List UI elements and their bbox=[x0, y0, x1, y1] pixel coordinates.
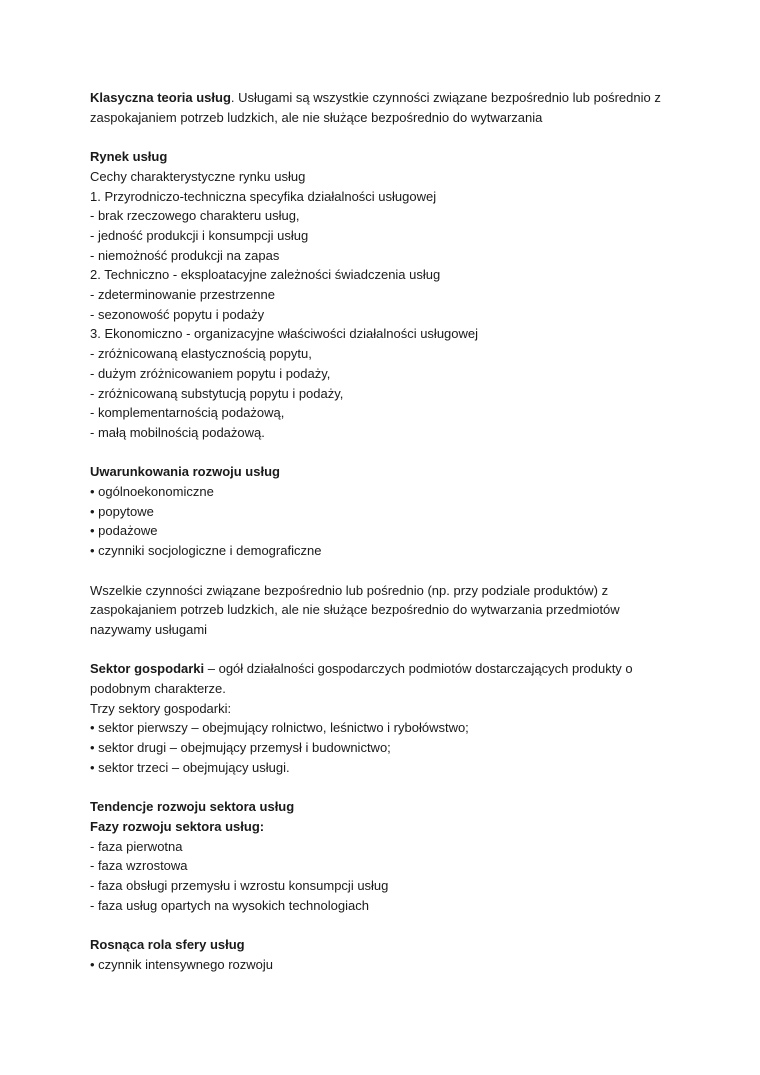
rynek-line: - zdeterminowanie przestrzenne bbox=[90, 287, 275, 303]
rynek-line: 1. Przyrodniczo-techniczna specyfika działalności usługowej bbox=[90, 188, 437, 204]
wszelkie-line: zaspokajaniem potrzeb ludzkich, ale nie służące bezpośrednio do wytwarzania przedmiotów bbox=[90, 602, 620, 618]
spacer bbox=[90, 640, 680, 660]
rynek-line: - komplementarnością podażową, bbox=[90, 405, 285, 421]
rynek-line: - jedność produkcji i konsumpcji usług bbox=[90, 227, 309, 243]
rynek-heading: Rynek usług bbox=[90, 149, 168, 165]
tendencje-subheading: Fazy rozwoju sektora usług: bbox=[90, 818, 265, 834]
spacer bbox=[90, 443, 680, 463]
spacer bbox=[90, 915, 680, 935]
tendencje-item: - faza pierwotna bbox=[90, 838, 183, 854]
uwarunkowania-heading: Uwarunkowania rozwoju usług bbox=[90, 464, 280, 480]
wszelkie-line: nazywamy usługami bbox=[90, 621, 208, 637]
rynek-line: 3. Ekonomiczno - organizacyjne właściwości działalności usługowej bbox=[90, 326, 479, 342]
uwarunkowania-item: • czynniki socjologiczne i demograficzne bbox=[90, 543, 322, 559]
rynek-line: - zróżnicowaną elastycznością popytu, bbox=[90, 346, 312, 362]
rynek-line: - brak rzeczowego charakteru usług, bbox=[90, 208, 300, 224]
sektor-heading: Sektor gospodarki bbox=[90, 661, 205, 677]
intro-paragraph-line-2: zaspokajaniem potrzeb ludzkich, ale nie służące bezpośrednio do wytwarzania bbox=[90, 109, 543, 125]
tendencje-heading: Tendencje rozwoju sektora usług bbox=[90, 799, 295, 815]
sektor-line-1-text: – ogół działalności gospodarczych podmiotów dostarczających produkty o bbox=[204, 661, 633, 677]
intro-paragraph-line-1 bbox=[90, 88, 680, 108]
intro-line-1-text: . Usługami są wszystkie czynności związane bezpośrednio lub pośrednio z bbox=[230, 90, 661, 105]
uwarunkowania-item: • popytowe bbox=[90, 503, 154, 519]
sektor-line: podobnym charakterze. bbox=[90, 681, 226, 697]
rynek-line: - dużym zróżnicowaniem popytu i podaży, bbox=[90, 365, 331, 381]
sektor-definition-line-1 bbox=[90, 659, 680, 679]
rynek-line: - niemożność produkcji na zapas bbox=[90, 247, 280, 263]
sektor-line: • sektor drugi – obejmujący przemysł i budownictwo; bbox=[90, 740, 391, 756]
rynek-line: - sezonowość popytu i podaży bbox=[90, 306, 265, 322]
rynek-line: Cechy charakterystyczne rynku usług bbox=[90, 168, 306, 184]
intro-heading: Klasyczna teoria usług bbox=[90, 90, 231, 105]
spacer bbox=[90, 561, 680, 581]
wszelkie-line: Wszelkie czynności związane bezpośrednio lub pośrednio (np. przy podziale produktów) z bbox=[90, 582, 609, 598]
uwarunkowania-item: • podażowe bbox=[90, 523, 158, 539]
sektor-line: Trzy sektory gospodarki: bbox=[90, 700, 232, 716]
uwarunkowania-item: • ogólnoekonomiczne bbox=[90, 484, 214, 500]
rynek-line: - zróżnicowaną substytucją popytu i podaży, bbox=[90, 385, 344, 401]
rynek-line: - małą mobilnością podażową. bbox=[90, 424, 265, 440]
sektor-line: • sektor trzeci – obejmujący usługi. bbox=[90, 759, 290, 775]
rosnaca-item: • czynnik intensywnego rozwoju bbox=[90, 956, 274, 972]
tendencje-item: - faza obsługi przemysłu i wzrostu konsumpcji usług bbox=[90, 878, 389, 894]
tendencje-item: - faza wzrostowa bbox=[90, 858, 188, 874]
spacer bbox=[90, 127, 680, 147]
sektor-line: • sektor pierwszy – obejmujący rolnictwo, leśnictwo i rybołówstwo; bbox=[90, 720, 469, 736]
rynek-line: 2. Techniczno - eksploatacyjne zależności świadczenia usług bbox=[90, 267, 441, 283]
rosnaca-heading: Rosnąca rola sfery usług bbox=[90, 937, 245, 953]
document-page bbox=[90, 88, 680, 975]
tendencje-item: - faza usług opartych na wysokich technologiach bbox=[90, 897, 369, 913]
spacer bbox=[90, 778, 680, 798]
